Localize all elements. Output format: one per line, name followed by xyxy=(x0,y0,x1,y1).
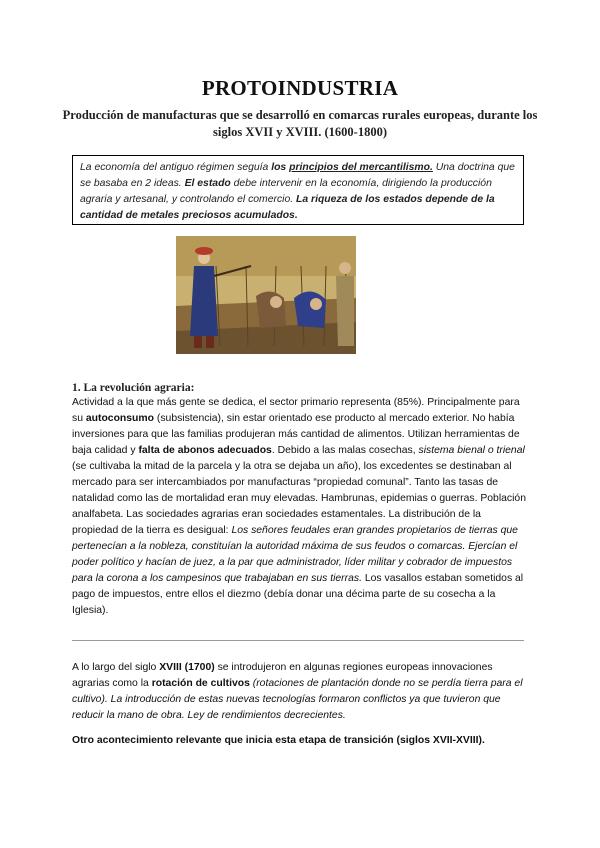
para-text: (se cultivaba la mitad de la parcela y la otra se dejaba un año), los excedentes se destinaban al mercado para ser intercambiados por manufacturas “propiedad comunal”. Tanto las tasas de natalidad como las de mortalidad eran muy elevadas. Hambrunas, epidemias o guerras. Población analfabeta. Las sociedades agrarias eran sociedades estamentales. La distribución de la propiedad de la tierra es desigual: xyxy=(72,461,526,536)
closing-statement: Otro acontecimiento relevante que inicia esta etapa de transición (siglos XVII-XVIII). xyxy=(72,735,485,746)
para-italic: (rotaciones de plantación donde no se perdía tierra para el cultivo). La introducción de estas nuevas tecnologías formaron conflictos ya que tuvieron que reducir la mano de obra. Ley de rendimientos decrecientes. xyxy=(72,678,523,721)
para-italic: Los señores feudales eran grandes propietarios de tierras que pertenecían a la nobleza, constituían la autoridad máxima de sus feudos o comarcas. Ejercían el poder político y hacían de juez, a la par que administrador, líder militar y cobrador de impuestos para la corona a los campesinos que trabajaban en sus tierras. xyxy=(72,525,518,584)
medieval-painting-icon xyxy=(176,236,356,354)
page-subtitle: Producción de manufacturas que se desarrolló en comarcas rurales europeas, durante los siglos XVII y XVIII. (1600-1800) xyxy=(62,108,538,139)
para-text: Los vasallos estaban sometidos al pago de impuestos, entre ellos el diezmo (debía donar una décima parte de su cosecha a la Iglesia). xyxy=(72,573,524,616)
mercantilism-box xyxy=(72,155,524,225)
box-bold: El estado xyxy=(184,178,231,189)
section-heading-agrarian-revolution: 1. La revolución agraria: xyxy=(72,382,195,394)
medieval-farming-illustration xyxy=(176,236,356,354)
innovations-paragraph xyxy=(72,660,528,724)
para-text: (subsistencia), sin estar orientado ese producto al mercado exterior. No había inversiones para que las familias produjeran más cantidad de alimentos. Utilizan herramientas de baja calidad y xyxy=(72,413,520,456)
para-bold: falta de abonos adecuados xyxy=(138,445,272,456)
page-title: PROTOINDUSTRIA xyxy=(201,76,399,100)
para-text: Actividad a la que más gente se dedica, el sector primario representa (85%). Principalmente para su xyxy=(72,397,520,424)
para-bold: autoconsumo xyxy=(85,413,154,424)
box-text: Una doctrina que se basaba en 2 ideas. xyxy=(80,162,515,189)
box-text: debe intervenir en la economía, dirigiendo la producción agraria y artesanal, y controlando el comercio. xyxy=(80,178,492,205)
para-italic: sistema bienal o trienal xyxy=(418,445,525,456)
para-bold: XVIII (1700) xyxy=(159,662,215,673)
para-text: A lo largo del siglo xyxy=(72,662,160,673)
box-text: La economía del antiguo régimen seguía xyxy=(80,162,272,173)
agrarian-paragraph xyxy=(72,395,528,619)
para-text: . Debido a las malas cosechas, xyxy=(271,445,419,456)
box-bold: La riqueza de los estados depende de la cantidad de metales preciosos acumulados. xyxy=(80,194,495,221)
para-bold: rotación de cultivos xyxy=(151,678,250,689)
section-divider xyxy=(72,640,524,641)
box-bold: los xyxy=(271,162,290,173)
mercantilism-link-text: principios del mercantilismo. xyxy=(289,162,433,173)
para-text: se introdujeron en algunas regiones europeas innovaciones agrarias como la xyxy=(72,662,493,689)
